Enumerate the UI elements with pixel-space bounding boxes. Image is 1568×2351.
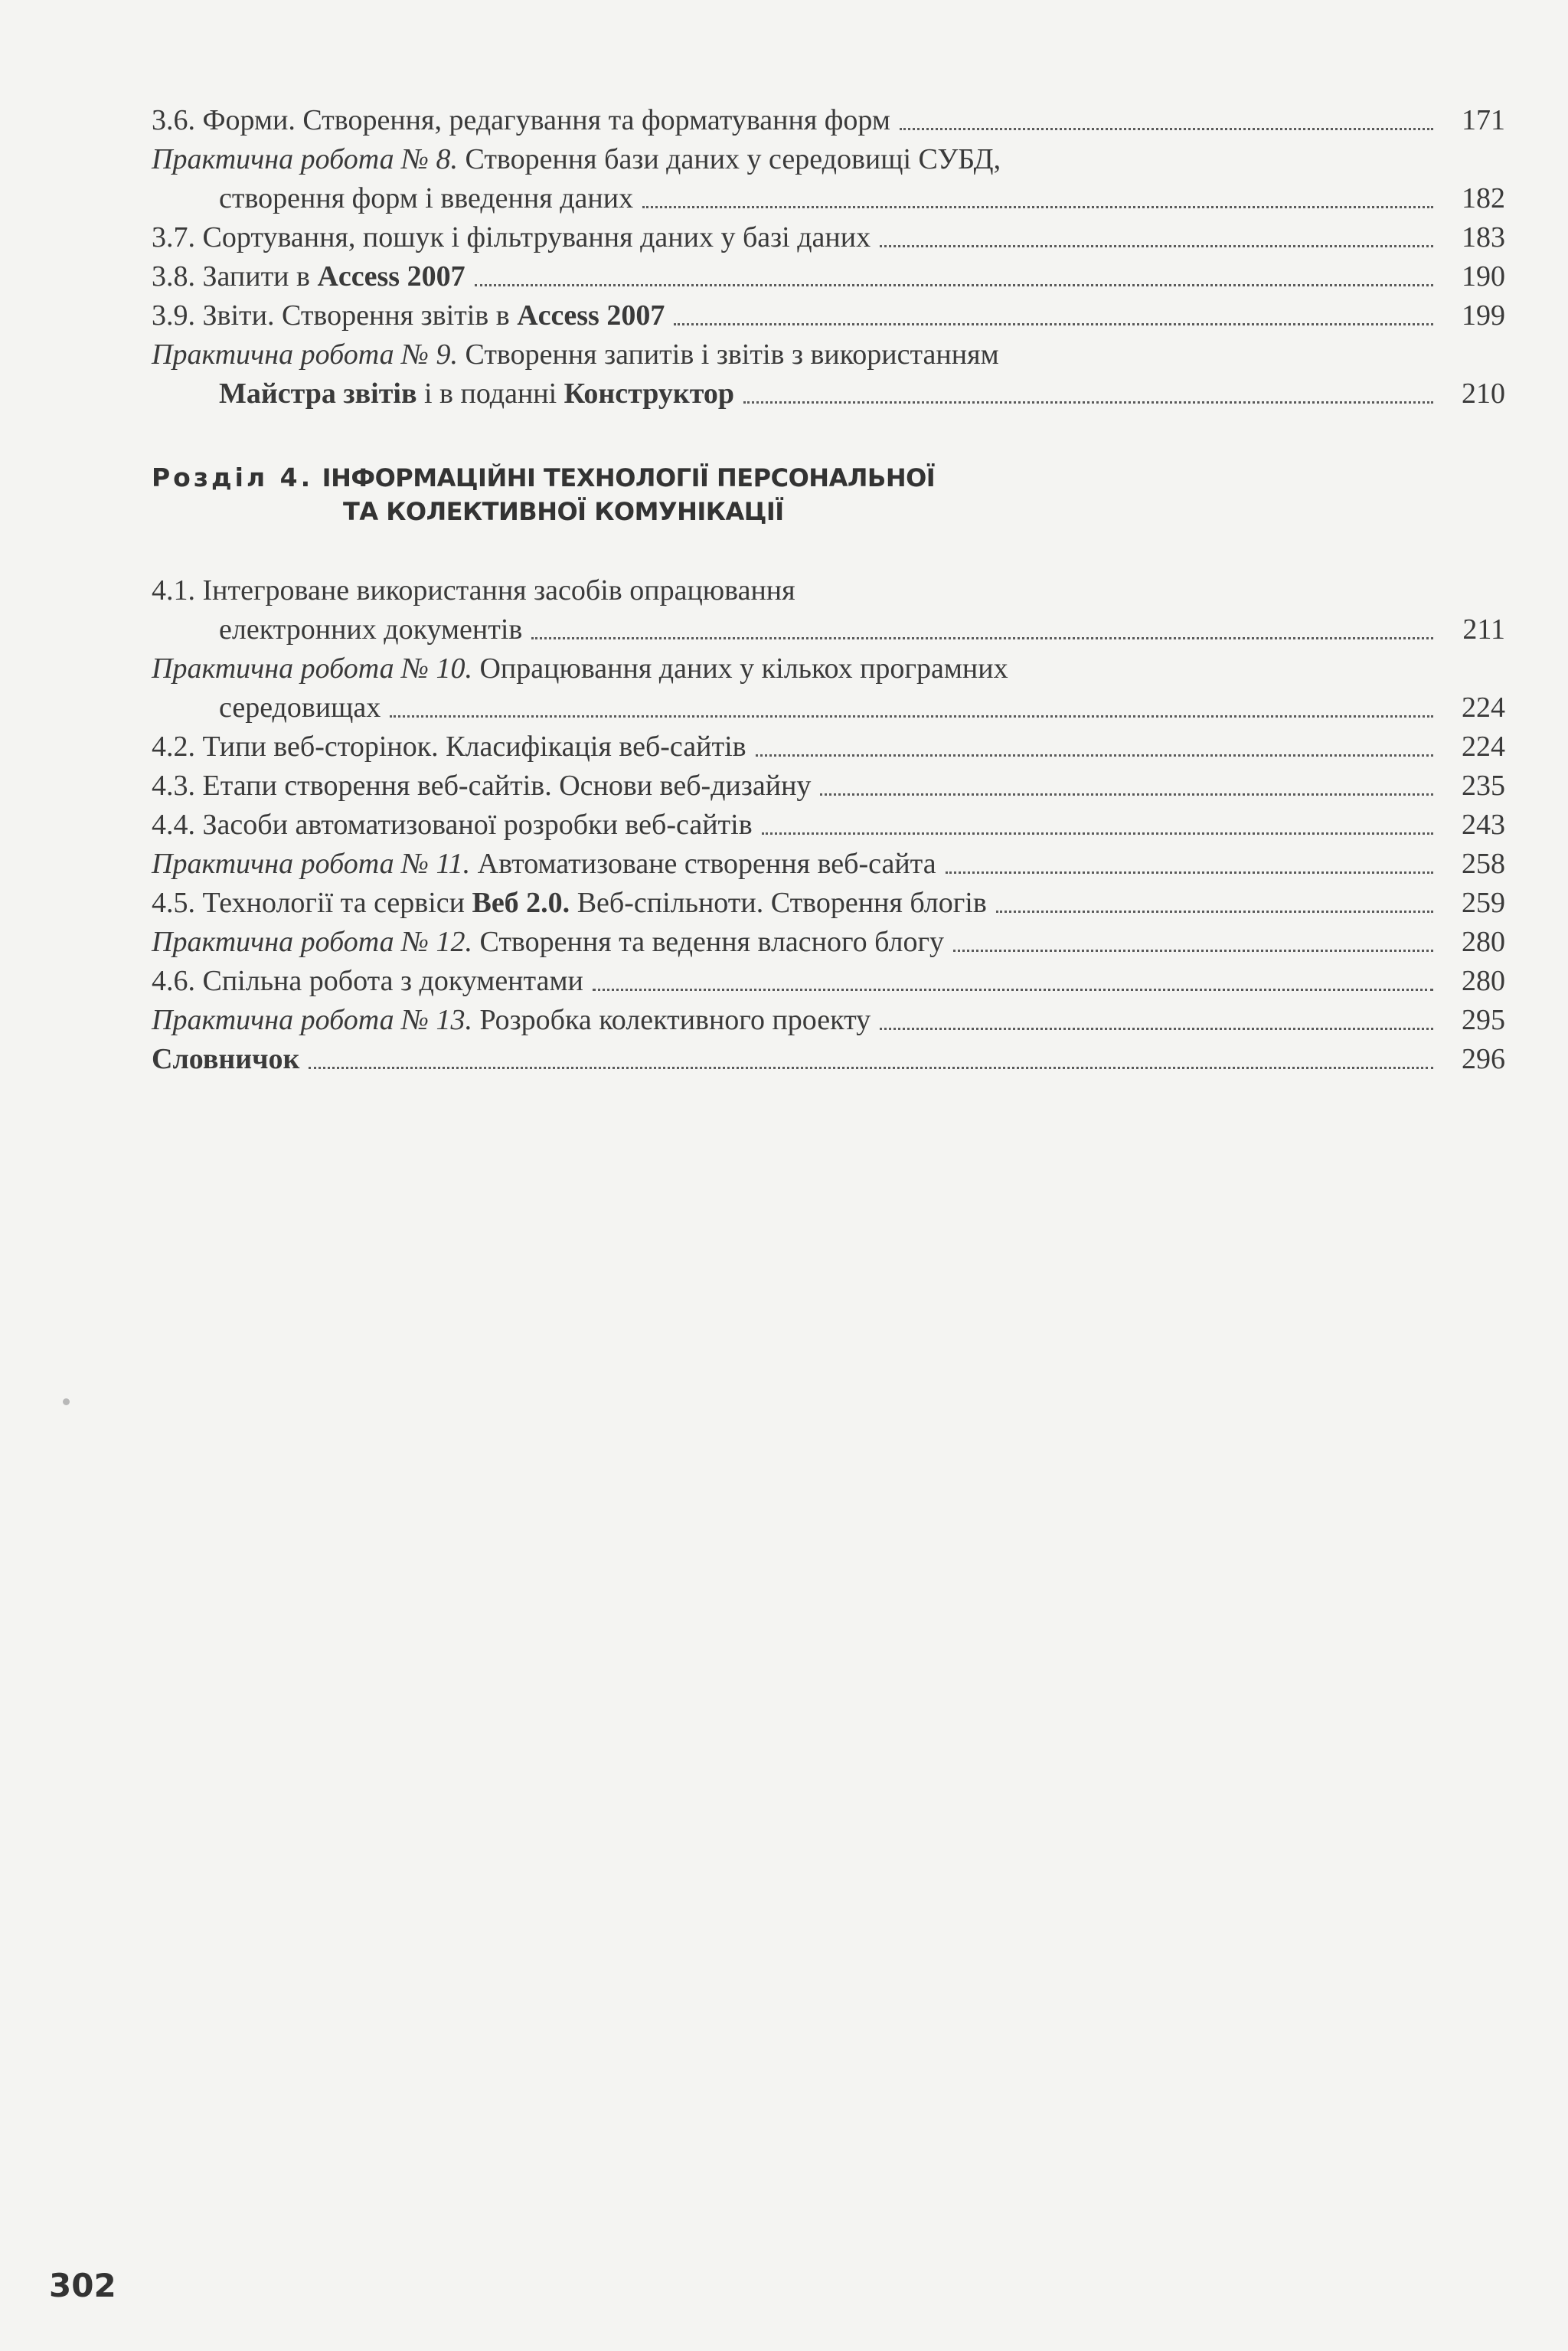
toc-entry-page: 199 bbox=[1462, 299, 1505, 332]
toc-entry[interactable] bbox=[152, 140, 1505, 218]
toc-entry-line bbox=[152, 257, 1505, 296]
toc-entry-number: 3.9. bbox=[152, 299, 195, 332]
entry-text-segment: Засоби автоматизованої розробки веб-сайтів bbox=[195, 809, 753, 841]
entry-text-segment: Практична робота № 12. bbox=[152, 926, 472, 958]
toc-entry-page: 224 bbox=[1462, 692, 1505, 724]
toc-entry-title bbox=[152, 728, 746, 767]
toc-entry-number: 4.1. bbox=[152, 574, 195, 607]
toc-entry-title bbox=[152, 923, 944, 962]
dot-leader bbox=[309, 1067, 1433, 1069]
section-title-line-2: ТА КОЛЕКТИВНОЇ КОМУНІКАЦІЇ bbox=[343, 497, 784, 526]
toc-entry[interactable] bbox=[152, 923, 1505, 962]
toc-entry-page: 211 bbox=[1462, 613, 1505, 646]
toc-entry[interactable] bbox=[152, 767, 1505, 806]
dot-leader bbox=[743, 401, 1433, 404]
entry-text-segment: і в поданні bbox=[416, 378, 564, 410]
toc-entry-line bbox=[152, 1040, 1505, 1079]
entry-text-segment: Майстра звітів bbox=[219, 378, 417, 410]
entry-text-segment: створення форм і введення даних bbox=[219, 182, 634, 214]
entry-text-segment: Практична робота № 11. bbox=[152, 848, 471, 880]
entry-text-segment: Словничок bbox=[152, 1043, 300, 1075]
toc-entry-number: 3.7. bbox=[152, 221, 195, 253]
toc-entry-number: 3.6. bbox=[152, 104, 195, 136]
dot-leader bbox=[762, 832, 1433, 835]
toc-entry-page: 190 bbox=[1462, 260, 1505, 293]
toc-entry-number: 4.4. bbox=[152, 809, 195, 841]
entry-text-segment: Опрацювання даних у кількох програмних bbox=[472, 652, 1008, 685]
entry-text-segment: Створення та ведення власного блогу bbox=[472, 926, 945, 958]
toc-entry-page: 224 bbox=[1462, 731, 1505, 763]
toc-entry[interactable] bbox=[152, 806, 1505, 845]
toc-entry-number: 3.8. bbox=[152, 260, 195, 293]
toc-entry-page: 183 bbox=[1462, 221, 1505, 253]
dot-leader bbox=[880, 1028, 1433, 1030]
toc-entry[interactable] bbox=[152, 296, 1505, 335]
toc-entry[interactable] bbox=[152, 649, 1505, 728]
toc-entry-line bbox=[152, 335, 1505, 374]
entry-text-segment: Інтегроване використання засобів опрацювання bbox=[195, 574, 795, 607]
toc-entry-title bbox=[152, 218, 871, 257]
toc-entry-page: 280 bbox=[1462, 926, 1505, 958]
toc-entry-page: 295 bbox=[1462, 1004, 1505, 1036]
entry-text-segment: Сортування, пошук і фільтрування даних у базі даних bbox=[195, 221, 871, 253]
toc-entry-title bbox=[152, 140, 1001, 179]
entry-text-segment: Практична робота № 8. bbox=[152, 143, 458, 175]
toc-entry[interactable] bbox=[152, 845, 1505, 884]
toc-entry-title bbox=[152, 962, 583, 1001]
toc-entry-line bbox=[152, 884, 1505, 923]
toc-entry-continuation-line bbox=[152, 179, 1505, 218]
entry-text-segment: середовищах bbox=[219, 692, 381, 724]
toc-entry[interactable] bbox=[152, 335, 1505, 414]
dot-leader bbox=[642, 206, 1433, 208]
toc-entry-page: 235 bbox=[1462, 770, 1505, 802]
table-of-contents-bottom bbox=[152, 571, 1505, 1079]
toc-entry-title-continued bbox=[219, 610, 522, 649]
toc-entry[interactable] bbox=[152, 962, 1505, 1001]
toc-entry-continuation-line bbox=[152, 374, 1505, 414]
toc-entry-page: 210 bbox=[1462, 378, 1505, 410]
toc-entry-number: 4.5. bbox=[152, 887, 195, 919]
toc-entry-page: 280 bbox=[1462, 965, 1505, 997]
toc-entry-title bbox=[152, 884, 987, 923]
toc-entry-page: 182 bbox=[1462, 182, 1505, 214]
entry-text-segment: Практична робота № 9. bbox=[152, 338, 458, 371]
dot-leader bbox=[900, 128, 1433, 130]
dot-leader bbox=[996, 911, 1433, 913]
toc-entry-line bbox=[152, 1001, 1505, 1040]
toc-entry-number: 4.6. bbox=[152, 965, 195, 997]
entry-text-segment: Автоматизоване створення веб-сайта bbox=[470, 848, 936, 880]
dot-leader bbox=[880, 245, 1433, 247]
entry-text-segment: Access 2007 bbox=[317, 260, 466, 293]
entry-text-segment: Розробка колективного проекту bbox=[472, 1004, 871, 1036]
toc-entry-title bbox=[152, 335, 999, 374]
entry-text-segment: Практична робота № 13. bbox=[152, 1004, 472, 1036]
toc-entry-title-continued bbox=[219, 688, 381, 728]
toc-entry-line bbox=[152, 845, 1505, 884]
toc-entry-line bbox=[152, 923, 1505, 962]
toc-entry-number: 4.2. bbox=[152, 731, 195, 763]
section-title-line-1: ІНФОРМАЦІЙНІ ТЕХНОЛОГІЇ ПЕРСОНАЛЬНОЇ bbox=[322, 463, 936, 492]
toc-entry-title bbox=[152, 649, 1008, 688]
toc-entry-continuation-line bbox=[152, 688, 1505, 728]
toc-entry[interactable] bbox=[152, 218, 1505, 257]
toc-entry-page: 171 bbox=[1462, 104, 1505, 136]
dot-leader bbox=[475, 284, 1433, 286]
toc-entry[interactable] bbox=[152, 101, 1505, 140]
dot-leader bbox=[946, 871, 1433, 874]
section-heading bbox=[152, 461, 1377, 528]
toc-entry-title bbox=[152, 571, 795, 610]
toc-entry-title bbox=[152, 1001, 871, 1040]
entry-text-segment: Створення запитів і звітів з використанням bbox=[457, 338, 999, 371]
toc-entry-line bbox=[152, 962, 1505, 1001]
entry-text-segment: Веб 2.0. bbox=[472, 887, 570, 919]
dot-leader bbox=[820, 793, 1433, 796]
toc-entry[interactable] bbox=[152, 884, 1505, 923]
entry-text-segment: Етапи створення веб-сайтів. Основи веб-дизайну bbox=[195, 770, 812, 802]
entry-text-segment: Практична робота № 10. bbox=[152, 652, 472, 685]
toc-entry-title bbox=[152, 101, 890, 140]
dot-leader bbox=[593, 989, 1433, 991]
toc-entry-line bbox=[152, 296, 1505, 335]
toc-entry-line bbox=[152, 571, 1505, 610]
toc-entry-title-continued bbox=[219, 374, 734, 414]
toc-entry-line bbox=[152, 728, 1505, 767]
entry-text-segment: Спільна робота з документами bbox=[195, 965, 583, 997]
toc-entry[interactable] bbox=[152, 571, 1505, 649]
entry-text-segment: Звіти. Створення звітів в bbox=[195, 299, 518, 332]
toc-entry-line bbox=[152, 806, 1505, 845]
toc-entry[interactable] bbox=[152, 1040, 1505, 1079]
entry-text-segment: Конструктор bbox=[564, 378, 735, 410]
scan-speck bbox=[63, 1398, 70, 1405]
entry-text-segment: Access 2007 bbox=[517, 299, 665, 332]
toc-entry-page: 258 bbox=[1462, 848, 1505, 880]
toc-entry-continuation-line bbox=[152, 610, 1505, 649]
toc-entry-line bbox=[152, 649, 1505, 688]
toc-entry-page: 259 bbox=[1462, 887, 1505, 919]
toc-entry-page: 296 bbox=[1462, 1043, 1505, 1075]
dot-leader bbox=[531, 637, 1433, 639]
entry-text-segment: Технології та сервіси bbox=[195, 887, 472, 919]
dot-leader bbox=[674, 323, 1433, 325]
entry-text-segment: Форми. Створення, редагування та форматування форм bbox=[195, 104, 890, 136]
entry-text-segment: Веб-спільноти. Створення блогів bbox=[570, 887, 987, 919]
toc-entry-line bbox=[152, 218, 1505, 257]
toc-entry-number: 4.3. bbox=[152, 770, 195, 802]
page-number: 302 bbox=[49, 2267, 116, 2304]
toc-entry-line bbox=[152, 101, 1505, 140]
dot-leader bbox=[953, 950, 1433, 952]
dot-leader bbox=[756, 754, 1433, 757]
toc-entry[interactable] bbox=[152, 728, 1505, 767]
entry-text-segment: Запити в bbox=[195, 260, 318, 293]
toc-entry-line bbox=[152, 140, 1505, 179]
table-of-contents-top bbox=[152, 101, 1505, 414]
dot-leader bbox=[390, 715, 1433, 718]
section-heading-line-1 bbox=[152, 461, 1377, 495]
toc-entry-page: 243 bbox=[1462, 809, 1505, 841]
toc-entry[interactable] bbox=[152, 257, 1505, 296]
section-prefix: Розділ 4. bbox=[152, 463, 314, 492]
toc-entry-title bbox=[152, 845, 936, 884]
toc-entry[interactable] bbox=[152, 1001, 1505, 1040]
toc-entry-title bbox=[152, 767, 811, 806]
toc-entry-title bbox=[152, 806, 753, 845]
entry-text-segment: Типи веб-сторінок. Класифікація веб-сайтів bbox=[195, 731, 746, 763]
toc-entry-line bbox=[152, 767, 1505, 806]
toc-entry-title bbox=[152, 1040, 299, 1079]
toc-entry-title bbox=[152, 257, 466, 296]
toc-entry-title bbox=[152, 296, 665, 335]
entry-text-segment: Створення бази даних у середовищі СУБД, bbox=[457, 143, 1001, 175]
entry-text-segment: електронних документів bbox=[219, 613, 523, 646]
toc-entry-title-continued bbox=[219, 179, 633, 218]
